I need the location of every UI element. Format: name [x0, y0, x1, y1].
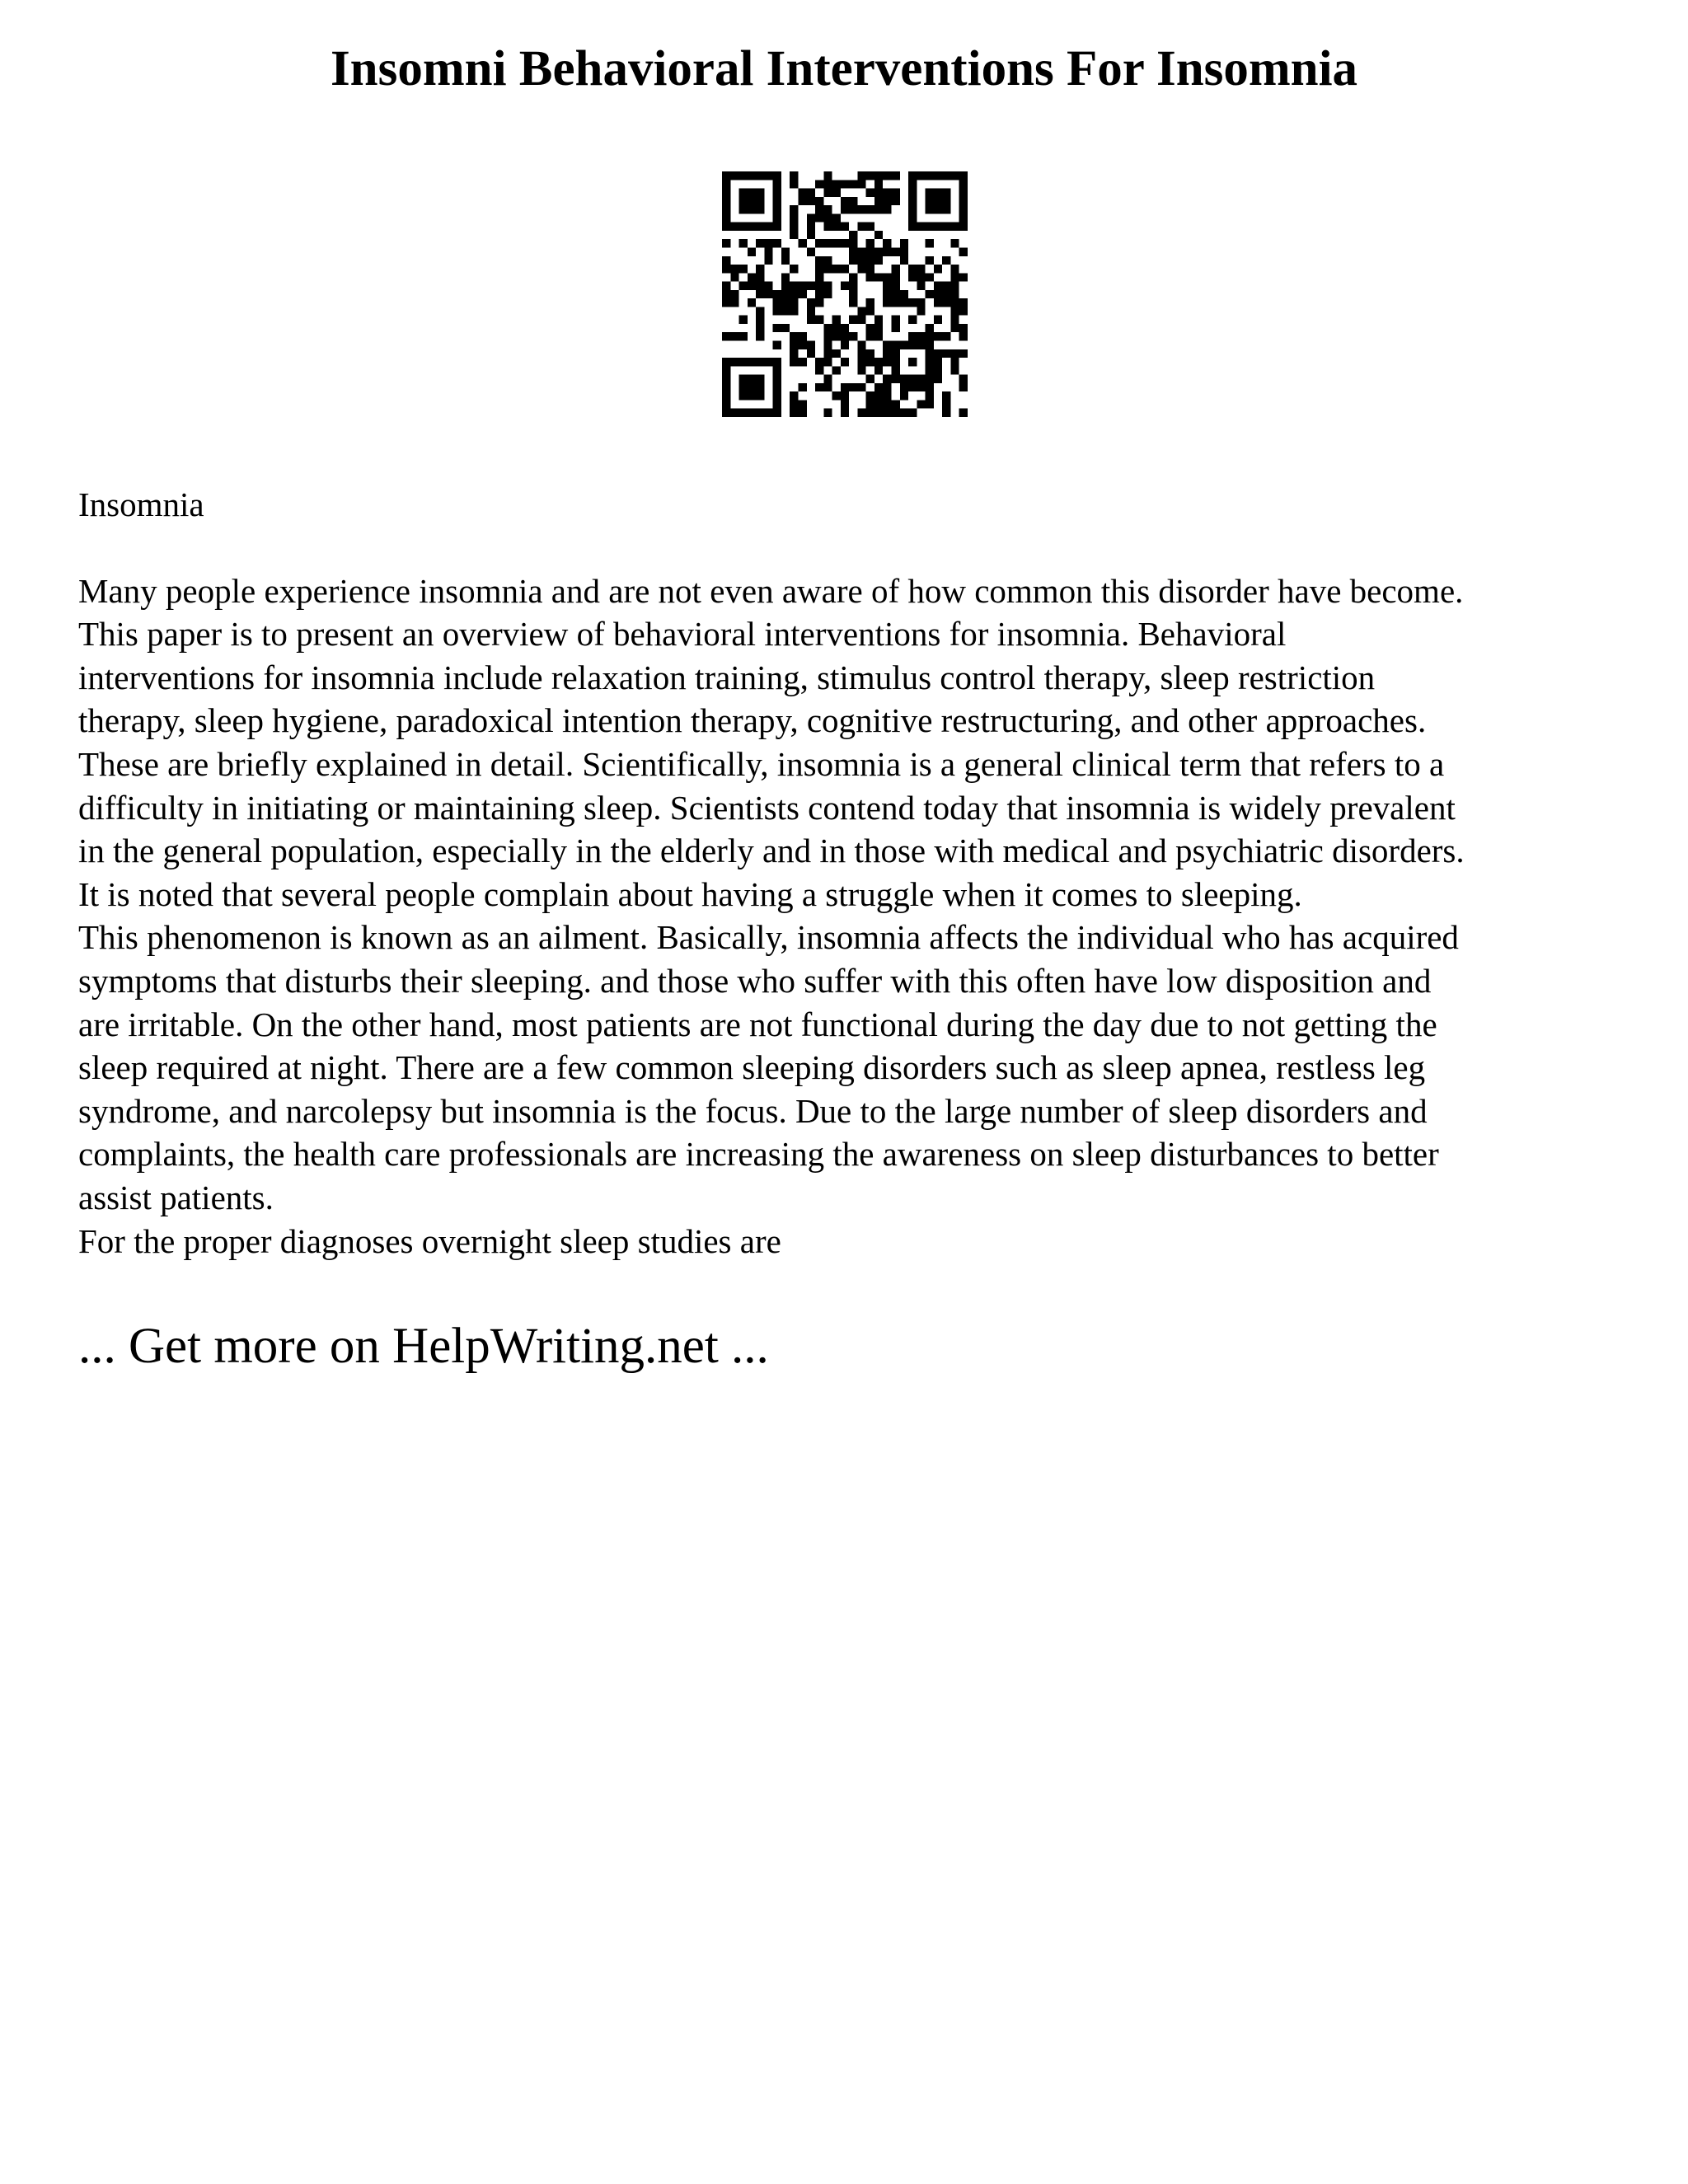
- text-line: For the proper diagnoses overnight sleep studies are: [78, 1221, 781, 1260]
- qr-code-icon: [722, 171, 968, 417]
- paragraph-1: [78, 569, 1644, 916]
- article-body: [78, 483, 1644, 1263]
- text-line: in the general population, especially in the elderly and in those with medical and psychiatric disorders.: [78, 832, 1465, 870]
- text-line: difficulty in initiating or maintaining sleep. Scientists contend today that insomnia is widely prevalent: [78, 788, 1456, 827]
- get-more-link[interactable]: ... Get more on HelpWriting.net ...: [78, 1319, 769, 1374]
- text-line: assist patients.: [78, 1178, 274, 1216]
- text-line: therapy, sleep hygiene, paradoxical intention therapy, cognitive restructuring, and other approaches.: [78, 701, 1427, 740]
- text-line: sleep required at night. There are a few common sleeping disorders such as sleep apnea, restless leg: [78, 1048, 1426, 1087]
- text-line: complaints, the health care professionals are increasing the awareness on sleep disturbances to better: [78, 1135, 1439, 1174]
- text-line: These are briefly explained in detail. Scientifically, insomnia is a general clinical term that refers to a: [78, 744, 1445, 783]
- text-line: This paper is to present an overview of behavioral interventions for insomnia. Behavioral: [78, 615, 1287, 654]
- text-line: symptoms that disturbs their sleeping. and those who suffer with this often have low disposition and: [78, 961, 1432, 1000]
- text-line: are irritable. On the other hand, most patients are not functional during the day due to not getting the: [78, 1005, 1437, 1043]
- text-line: This phenomenon is known as an ailment. Basically, insomnia affects the individual who has acquired: [78, 918, 1459, 957]
- page-title: Insomni Behavioral Interventions For Insomnia: [330, 41, 1358, 96]
- paragraph-3: [78, 1220, 1644, 1263]
- paragraph-2: [78, 916, 1644, 1219]
- text-line: syndrome, and narcolepsy but insomnia is the focus. Due to the large number of sleep disorders and: [78, 1091, 1428, 1130]
- text-line: Many people experience insomnia and are not even aware of how common this disorder have become.: [78, 571, 1464, 610]
- text-line: It is noted that several people complain about having a struggle when it comes to sleeping.: [78, 874, 1302, 913]
- text-line: interventions for insomnia include relaxation training, stimulus control therapy, sleep restriction: [78, 658, 1376, 696]
- section-heading: Insomnia: [78, 485, 204, 523]
